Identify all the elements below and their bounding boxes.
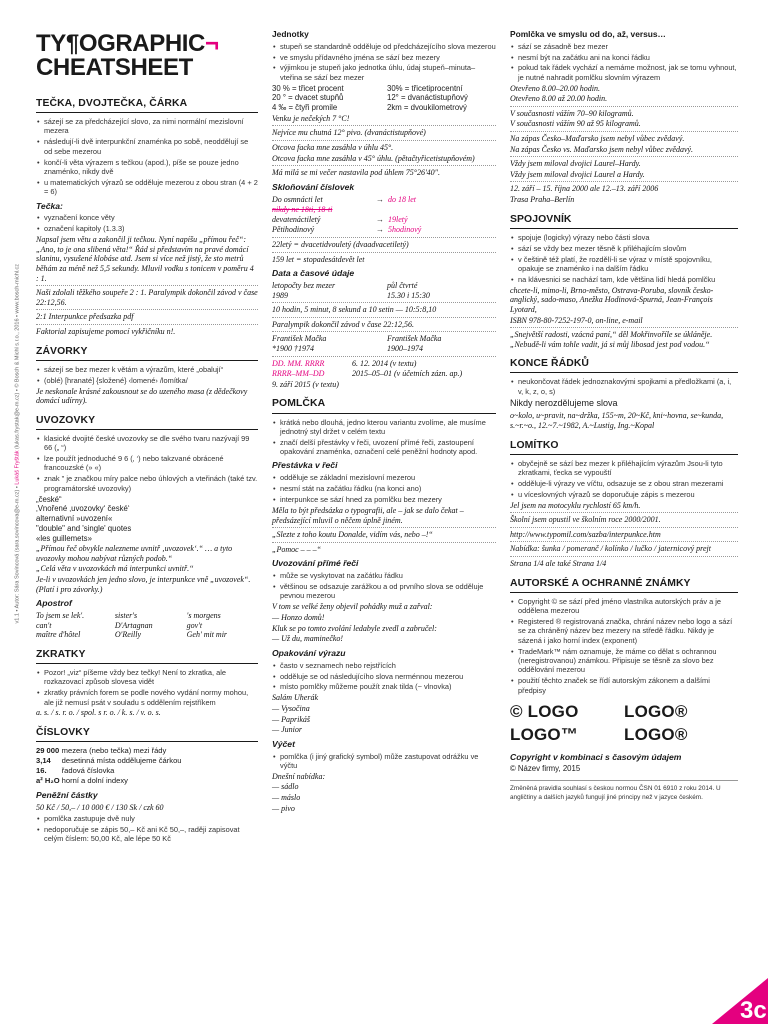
example-text: Otevřeno 8.00 až 20.00 hodin. (510, 94, 608, 104)
apostrof-table: To jsem se lek'. sister's 's morgens can't D'Artagnan gov't maître d'hôtel O'Reilly Geh' mit mir (36, 611, 228, 640)
example-text: „Celá věta v uvozovkách má interpunkci uvnitř.“ (36, 564, 194, 574)
list-item: • zkratky právních forem se podle nového vydání normy mohou, ale již nemusí psát v souladu s oddělením rejstříkem (36, 688, 258, 707)
example-text: Venku je nečekých 7 °C! (272, 113, 350, 123)
example-text: Strana 1/4 ale také Strana 1/4 (510, 559, 607, 569)
list-item: • na klávesnici se nachází tam, kde většina lidí hledá pomlčku (510, 275, 738, 284)
tecka-sub-list (36, 213, 258, 233)
list-item: • spojuje (logicky) výrazy nebo části slova (510, 233, 738, 242)
example-text: Měla to být předsázka o typografii, ale – jak se dalo čekat – předsázející mluvil o něčem úplně jiném. (272, 506, 464, 525)
example-text: http://www.typomil.com/sazba/interpunkce.htm (510, 529, 661, 539)
sidebar-credits (14, 0, 24, 1024)
penezni-list (36, 814, 258, 844)
example-text: Je-li v uvozovkách jen jedno slovo, je interpunkce vně „uvozovek“. (Platí i pro závorky.) (36, 575, 251, 594)
example-text: — pivo (272, 803, 295, 813)
section-heading-uvozovky: UVOZOVKY (36, 414, 258, 430)
example-text: „Snejvětší radosti, vzácná paní,“ děl Mokřinvoříle se úkláněje. „Nebudě-li vám tohle vadit, já si můj libosad jest pod vodou.“ (510, 330, 713, 349)
example-text: Vždy jsem miloval dvojici Laurel a Hardy. (510, 169, 645, 179)
page-title: TY¶OGRAPHIC¬ CHEATSHEET (36, 30, 219, 81)
datum-table: letopočty bez mezer půl čtvrté 1989 15.30 i 15:30 (272, 281, 430, 300)
subheading-sklonovani: Skloňování číslovek (272, 181, 355, 192)
example-text: „Pomoc – – –“ (272, 544, 322, 554)
example-text: Na zápas Česko vs. Maďarsko jsem nebyl vůbec zvědavý. (510, 144, 694, 154)
subheading-vycet: Výčet (272, 738, 295, 749)
section-heading-spojovnik: SPOJOVNÍK (510, 213, 738, 229)
example-text: V tom se velké ženy objevil pohádky muž a zařval: (272, 602, 433, 612)
list-item: • Pozor! „viz“ píšeme vždy bez tečky! Není to zkratka, ale rozkazovací způsob slovesa vidět (36, 668, 258, 687)
example-text: „Slezte z toho koutu Donalde, vidím vás, nebo –!“ (272, 530, 433, 540)
tecka-list (36, 117, 258, 196)
table-row: nikdy ne 18ti, 18-ti (272, 204, 333, 214)
example-text: — Už du, maminečko! (272, 634, 344, 644)
uvozovani-list (272, 571, 496, 601)
brand-logo-icon (702, 970, 768, 1024)
example-text: 2:1 Interpunkce předsazka pdf (36, 312, 134, 322)
example-text: Otcova facka mne zasáhla v úhlu 45°. (272, 143, 394, 153)
example-text: Na zápas Česko–Maďarsko jsem nebyl vůbec zvědavý. (510, 134, 685, 144)
example-text: V současnosti vážím 90 až 95 kilogramů. (510, 119, 641, 129)
versus-list (510, 42, 738, 83)
list-item: • odděluje se základní mezislovní mezerou (272, 473, 496, 482)
list-item: • sázejí se za předcházející slovo, za nimi normální mezislovní mezera (36, 117, 258, 136)
list-item: • krátká nebo dlouhá, jedno kterou variantu zvolíme, ale musíme jednotný styl držet v celém textu (272, 418, 496, 437)
example-text: 12. září – 15. října 2000 ale 12.–13. září 2006 (510, 184, 659, 194)
list-item: • znak " je značkou míry palce nebo úhlových a vteřinách (také tzv. programátorské uvozovky) (36, 474, 258, 493)
section-heading-cislovky: ČÍSLOVKY (36, 726, 258, 742)
list-item: • většinou se odsazuje zarážkou a od prvního slova se odděluje pevnou mezerou (272, 582, 496, 601)
subheading-apostrof: Apostrof (36, 598, 72, 609)
section-heading-znamky: AUTORSKÉ A OCHRANNÉ ZNÁMKY (510, 577, 738, 593)
example-text: Jel jsem na motocyklu rychlostí 65 km/h. (510, 500, 641, 510)
list-item: • pomlčka zastupuje dvě nuly (36, 814, 258, 823)
example-text: chcete-li, mimo-li, Brno-město, Ostrava-Poruba, slovník česko-anglický, sado-maso, Anežka Hodinová-Spurná, Jean-François Lyotard, (510, 285, 714, 314)
list-item: • často v seznamech nebo rejstřících (272, 661, 496, 670)
list-item: • klasické dvojité české uvozovky se dle svého tvaru nazývají 99 66 („ “) (36, 434, 258, 453)
zkratky-list (36, 668, 258, 707)
list-item: • vyznačení konce věty (36, 213, 258, 222)
example-text: Faktorial zapisujeme pomocí vykřičníku n!. (36, 326, 176, 336)
example-text: 10 hodin, 5 minut, 8 sekund a 10 setin — 10:5:8,10 (272, 305, 437, 315)
section-heading-tecka: TEČKA, DVOJTEČKA, ČÁRKA (36, 97, 258, 113)
list-item: • (oblé) [hranaté] {složené} ‹lomené› /lomítka/ (36, 376, 258, 385)
example-text: — Paprikáš (272, 714, 310, 724)
prestavka-list (272, 473, 496, 504)
list-item: • stupeň se standardně odděluje od předcházejícího slova mezerou (272, 42, 496, 51)
table-row: Do osmnácti let → do 18 let (272, 194, 416, 204)
example-text: Nabídka: šunka / pomeranč / kolínko / lučko / jaternicový prejt (510, 544, 711, 554)
example-text: V současnosti vážím 70–90 kilogramů. (510, 108, 634, 118)
table-row: devatenáctiletý → 19letý (272, 214, 408, 224)
logo-copyright: © LOGO (510, 701, 579, 721)
list-item: • pomlčka (i jiný grafický symbol) může zastupovat odrážku ve výčtu (272, 752, 496, 771)
znamky-list (510, 597, 738, 695)
vycet-list (272, 752, 496, 771)
list-item: • obyčejně se sází bez mezer k přiléhajícím výrazům Jsou-li tyto zkratkami, ťecka se vypouští (510, 459, 738, 478)
konce-title: Nikdy nerozdělujeme slova (510, 398, 618, 409)
list-item: • označení kapitoly (1.3.3) (36, 224, 258, 233)
section-heading-pomlcka: POMLČKA (272, 397, 496, 413)
column-3 (510, 28, 738, 802)
example-text: Paralympik dokončil závod v čase 22:12,56. (272, 319, 414, 329)
subheading-copyright: Copyright v kombinaci s časovým údajem (510, 751, 682, 762)
example-text: ISBN 978-80-7252-197-0, on-line, e-mail (510, 315, 643, 325)
example-text: — Vysočina (272, 703, 310, 713)
example-text: o~kolo, u~pravit, na~držka, 155~m, 20~Kč, kni~hovna, se~kunda, s.~r.~o., 12.~7.~1982, A.~Lustig, Ing.~Kopal (510, 411, 724, 430)
example-text: Kluk se po tomto zvolání ledabyle zvedl a zabručel: (272, 623, 437, 633)
subheading-tecka: Tečka: (36, 200, 63, 211)
sidebar-text: v1.1 • Autor: Sára Sovincová (sara.sovincova@e-m.cz) • Lukáš Fryšták (lukas.frystak@e-m.cz) • © Bosch & Michl s.r.o., 2016 • www.bosch-michl.cz (14, 263, 21, 624)
list-item: • následují-li dvě interpunkční znaménka po sobě, neoddělují se od sebe mezerou (36, 137, 258, 156)
subheading-uvozovani: Uvozování přímé řeči (272, 558, 359, 569)
list-item: • nedoporučuje se zápis 50,– Kč ani Kč 50,–, raději zapisovat celým číslem: 50,00 Kč, ale lépe 50 Kč (36, 825, 258, 844)
konce-list (510, 377, 738, 396)
pomlcka-list (272, 418, 496, 457)
example-text: Nejvíce mu chutná 12° pivo. (dvanáctistupňové) (272, 128, 426, 138)
quote-samples: „české“ ‚Vnořené ‚uvozovky‘ české‘ alternativní »uvození« "double" and 'single' quotes «les guillemets» (36, 494, 132, 543)
list-item: • může se vyskytovat na začátku řádku (272, 571, 496, 580)
list-item: • Registered ® registrovaná značka, chrání název nebo logo a sází se za chráněný název bez mezery na středě řádku. Nikdy je sázená i jako horní index (exponent) (510, 617, 738, 645)
example-text: Školní jsem opustil ve školním roce 2000/2001. (510, 515, 661, 525)
list-item: • interpunkce se sází hned za pomlčku bez mezery (272, 495, 496, 504)
list-item: • Copyright © se sází před jméno vlastníka autorských práv a je oddělena mezerou (510, 597, 738, 616)
column-2 (272, 28, 496, 814)
sklonovani-table (272, 195, 423, 235)
subheading-jednotky: Jednotky (272, 29, 309, 39)
table-row: 16. řadová číslovka (36, 766, 115, 776)
example-text: Vždy jsem miloval dvojici Laurel–Hardy. (510, 159, 641, 169)
example-text: a. s. / s. r. o. / spol. s r. o. / k. s. / v. o. s. (36, 708, 161, 718)
list-item: • pokud tak řádek vychází a nemáme možnost, jak se tomu vyhnout, je nutné nahradit pomlčku slovním výrazem (510, 63, 738, 82)
subheading-opakovani: Opakování výrazu (272, 647, 346, 658)
section-heading-zkratky: ZKRATKY (36, 648, 258, 664)
list-item: • ve smyslu přídavného jména se sází bez mezery (272, 53, 496, 62)
example-text: „Přímou řeč obvykle nalezneme uvnitř ‚uvozovek‘.“ … a tyto uvozovky mohou nabývat různých podob.“ (36, 544, 233, 563)
list-item: • odděluje se od následujícího slova nerménnou mezerou (272, 672, 496, 681)
section-heading-konce: KONCE ŘÁDKŮ (510, 357, 738, 373)
list-item: • v češtině též platí, že rozdělí-li se výraz v místě spojovníku, opakuje se znaménko i na dalším řádku (510, 255, 738, 274)
table-row: Pětihodinový → 5hodinový (272, 224, 422, 234)
list-item: • použití těchto značek se řídí autorským zákonem a dalšími předpisy (510, 676, 738, 695)
example-text: — sádlo (272, 782, 299, 792)
section-heading-lomitko: LOMÍTKO (510, 439, 738, 455)
datum-table-2: František Mačka František Mačka *1900 †1974 1900–1974 (272, 334, 442, 354)
footer-note: Změněná pravidla souhlasí s českou normou ČSN 01 6910 z roku 2014. U angličtiny a dalších jazyků fungují jiné principy než v jazyce českém. (510, 780, 738, 802)
list-item: • sází se zásadně bez mezer (510, 42, 738, 51)
subheading-penezni: Peněžní částky (36, 790, 98, 801)
subheading-versus: Pomlčka ve smyslu od do, až, versus… (510, 29, 666, 39)
logo-samples (510, 701, 738, 746)
example-text: — Honzo domů! (272, 612, 325, 622)
uvozovky-list (36, 434, 258, 493)
example-text: 9. září 2015 (v textu) (272, 379, 339, 389)
list-item: • nesmí být na začátku ani na konci řádku (510, 53, 738, 62)
table-row: 29 000 mezera (nebo tečka) mezi řády (36, 746, 167, 756)
example-text: 50 Kč / 50,– / 10 000 € / 130 Sk / czk 60 (36, 803, 164, 813)
list-item: • výjimkou je stupeň jako jednotka úhlu, údaj stupeň–minuta–vteřina se sází bez mezer (272, 63, 496, 82)
logo-registered: LOGO® (624, 701, 688, 721)
example-text: 159 let = stopadesátdevět let (272, 254, 365, 264)
spojovnik-list (510, 233, 738, 284)
table-row: a² H₂O horní a dolní indexy (36, 776, 128, 786)
subheading-prestavka: Přestávka v řeči (272, 460, 338, 471)
list-item: • končí-li věta výrazem s tečkou (apod.), píše se pouze jedno znaménko, nikdy dvě (36, 158, 258, 177)
cislovky-table (36, 746, 184, 786)
example-text: Je neskonale krásné zakousnout se do uzeného masa (z dědečkovy domácí udírny). (36, 386, 248, 406)
example-text: Dnešní nabídka: (272, 771, 326, 781)
list-item: • nesmí stát na začátku řádku (na konci ano) (272, 484, 496, 493)
zavorky-list (36, 365, 258, 385)
list-item: • TradeMark™ nám oznamuje, že máme co dělat s ochrannou (neregistrovanou) známkou. Připisuje se těsně za slovo bez oddělování mezerou (510, 647, 738, 675)
jednotky-list (272, 42, 496, 83)
lomitko-list (510, 459, 738, 500)
list-item: • neukončovat řádek jednoznakovými spojkami a předložkami (a, i, v, k, z, o, s) (510, 377, 738, 396)
list-item: • sázejí se bez mezer k větám a výrazům, které „obalují“ (36, 365, 258, 374)
example-text: Salám Uherák (272, 693, 318, 703)
logo-trademark: LOGO™ (510, 725, 579, 745)
example-text: Má milá se mi večer nastavila pod úhlem 75°26'40". (272, 168, 441, 178)
list-item: • u víceslovných výrazů se doporučuje zápis s mezerou (510, 490, 738, 499)
jednotky-table: 30 % = třicet procent 30% = třicetiprocentní 20 ° = dvacet stupňů 12° = dvanáctistupňový 4 ‰ = čtyři promile 2km = dvoukilometrový (272, 83, 468, 113)
list-item: • značí delší přestávky v řeči, uvození přímé řeči, zastoupení opakování znaménka, označení celé peněžní hodnoty apod. (272, 438, 496, 457)
example-text: Trasa Praha–Berlín (510, 195, 575, 205)
list-item: • místo pomlčky můžeme použít znak tilda (~ vlnovka) (272, 682, 496, 691)
datum-table-3 (272, 359, 464, 379)
example-text: Otevřeno 8.00–20.00 hodin. (510, 83, 600, 93)
opakovani-list (272, 661, 496, 692)
example-text: — máslo (272, 793, 301, 802)
logo-registered-superscript: LOGO® (624, 725, 688, 745)
table-row: DD. MM. RRRR 6. 12. 2014 (v textu) (272, 358, 417, 368)
svg-text:3c: 3c (740, 997, 767, 1024)
subheading-datum: Data a časové údaje (272, 268, 355, 279)
example-text: 22letý = dvacetidvouletý (dvaadvacetiletý) (272, 240, 409, 250)
example-text: Napsal jsem větu a zakončil ji tečkou. Nyní napíšu „přímou řeč“: „Ano, to je ona slibená věta!“ Řád si představím na pravé domácí slaninu, vysušené klobáse atd. Jsem si více než jistý, že sto metrů běhám za méně než 5,5 sekundy. Mluvil vodku s tonicem v poměru 4 : 1. (36, 235, 254, 283)
copyright-example: © Název firmy, 2015 (510, 764, 581, 774)
example-text: — Junior (272, 725, 302, 735)
list-item: • lze použít jednoduché 9 6 (‚ ‘) nebo takzvané obrácené francouzské (» «) (36, 454, 258, 473)
list-item: • u matematických výrazů se odděluje mezerou z obou stran (4 + 2 = 6) (36, 178, 258, 197)
list-item: • sází se vždy bez mezer těsně k přiléhajícím slovům (510, 244, 738, 253)
example-text: Otcova facka mne zasáhla v 45° úhlu. (pětačtyřicetistupňovém) (272, 153, 475, 163)
column-1 (36, 28, 258, 845)
table-row: RRRR–MM–DD 2015–05–01 (v účetních zázn. ap.) (272, 368, 463, 378)
section-heading-zavorky: ZÁVORKY (36, 345, 258, 361)
example-text: Naši zdolali těžkého soupeře 2 : 1. Paralympik dokončil závod v čase 22:12,56. (36, 288, 258, 307)
list-item: • odděluje-li výrazy ve víčtu, odsazuje se z obou stran mezerami (510, 479, 738, 488)
table-row: 3,14 desetinná místa oddělujeme čárkou (36, 756, 182, 766)
